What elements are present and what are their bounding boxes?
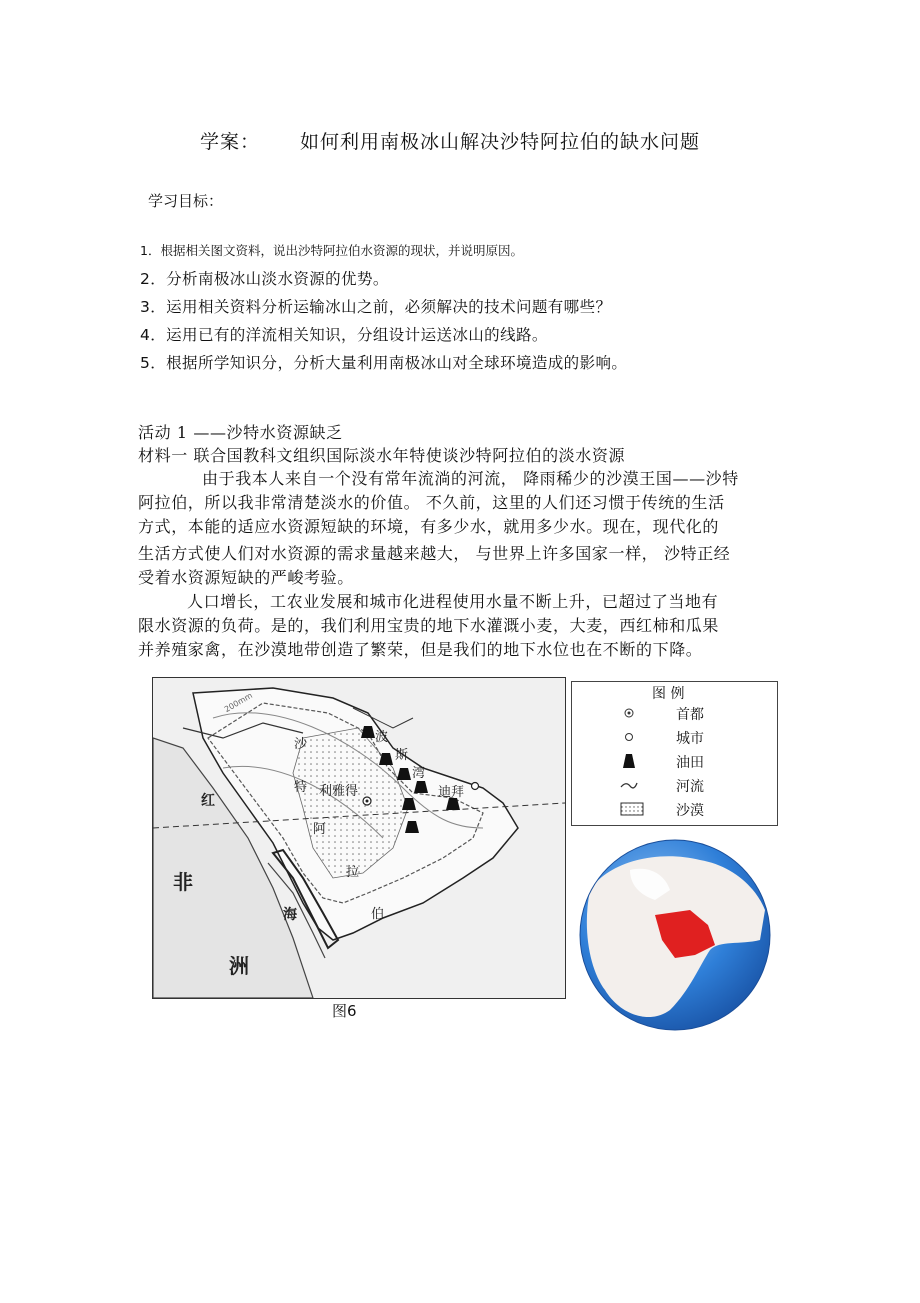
globe-graphic [570, 830, 785, 1045]
legend-title: 图 例 [652, 686, 685, 702]
map-graphic [153, 678, 565, 998]
legend-label: 首都 [676, 707, 704, 723]
legend-row [572, 750, 777, 772]
legend-row [572, 726, 777, 748]
map-label-dubai: 迪拜 [438, 785, 465, 800]
map-label-bo: 伯 [371, 907, 385, 922]
map-label-red-sea: 红 [201, 793, 215, 809]
figure-caption: 图6 [332, 1002, 357, 1020]
map-label-persian-gulf: 斯 [395, 748, 409, 763]
legend-row [572, 774, 777, 796]
river-icon [620, 777, 638, 793]
paragraph-2-line: 限水资源的负荷。是的，我们利用宝贵的地下水灌溉小麦，大麦，西红柿和瓜果 [138, 616, 720, 635]
goals-heading: 学习目标： [148, 192, 224, 210]
goal-item-1: 1．根据相关图文资料，说出沙特阿拉伯水资源的现状，并说明原因。 [140, 243, 523, 258]
contour-label: 200mm [222, 690, 255, 715]
goal-item-5: 5．根据所学知识分，分析大量利用南极冰山对全球环境造成的影响。 [140, 354, 628, 372]
legend-label: 油田 [676, 755, 704, 771]
desert-icon [620, 801, 638, 817]
map-label-persian-gulf: 湾 [412, 766, 426, 781]
map-label-africa: 非 [173, 870, 193, 894]
city-icon [620, 729, 638, 745]
goal-item-2: 2．分析南极冰山淡水资源的优势。 [140, 270, 389, 288]
paragraph-1-line: 生活方式使人们对水资源的需求量越来越大， 与世界上许多国家一样， 沙特正经 [138, 544, 731, 563]
activity-heading: 活动 1 ——沙特水资源缺乏 [138, 423, 343, 442]
page-title [200, 127, 700, 154]
paragraph-1-line: 阿拉伯，所以我非常清楚淡水的价值。 不久前，这里的人们还习惯于传统的生活 [138, 493, 725, 512]
map-label-sha: 沙 [294, 737, 308, 752]
title-label: 学案： [200, 131, 261, 153]
material-heading: 材料一 联合国教科文组织国际淡水年特使谈沙特阿拉伯的淡水资源 [138, 446, 626, 465]
legend-label: 河流 [676, 779, 704, 795]
map-label-te: 特 [294, 780, 308, 795]
globe-image [570, 830, 785, 1045]
map-label-africa: 洲 [229, 954, 249, 978]
paragraph-1-line: 方式，本能的适应水资源短缺的环境，有多少水，就用多少水。现在，现代化的 [138, 517, 720, 536]
capital-icon [620, 705, 638, 721]
map-label-red-sea: 海 [283, 907, 297, 923]
paragraph-1-line: 受着水资源短缺的严峻考验。 [138, 568, 354, 587]
legend-label: 沙漠 [676, 803, 704, 819]
map-legend [571, 681, 778, 826]
map-label-riyadh: 利雅得 [319, 784, 359, 799]
goal-item-3: 3．运用相关资料分析运输冰山之前，必须解决的技术问题有哪些？ [140, 298, 612, 316]
map-label-persian-gulf: 波 [375, 730, 389, 745]
map-label-la: 拉 [346, 865, 360, 880]
paragraph-2-line: 并养殖家禽，在沙漠地带创造了繁荣，但是我们的地下水位也在不断的下降。 [138, 640, 703, 659]
paragraph-2-line: 人口增长，工农业发展和城市化进程使用水量不断上升，已超过了当地有 [187, 592, 719, 611]
oilfield-icon [620, 753, 638, 769]
goal-item-4: 4．运用已有的洋流相关知识，分组设计运送冰山的线路。 [140, 326, 548, 344]
arabia-map [152, 677, 566, 999]
title-text: 如何利用南极冰山解决沙特阿拉伯的缺水问题 [300, 131, 701, 153]
legend-row [572, 702, 777, 724]
map-label-a: 阿 [313, 822, 327, 837]
legend-label: 城市 [676, 731, 704, 747]
city-marker [472, 783, 479, 790]
paragraph-1-line: 由于我本人来自一个没有常年流淌的河流， 降雨稀少的沙漠王国——沙特 [202, 469, 739, 488]
legend-row [572, 798, 777, 820]
